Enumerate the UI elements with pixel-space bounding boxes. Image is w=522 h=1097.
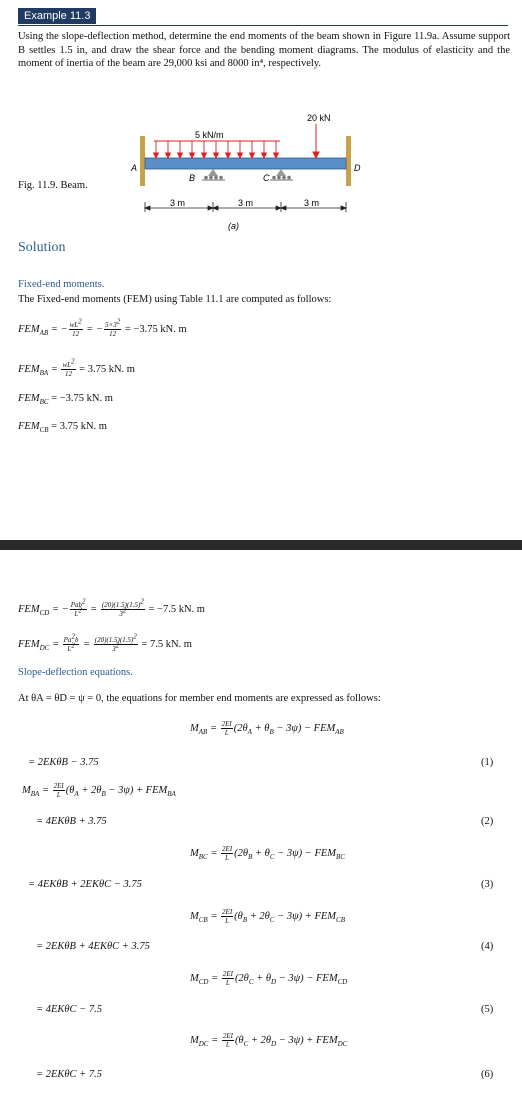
eq3: = 4EKθB + 2EKθC − 3.75 — [28, 879, 142, 890]
example-header: Example 11.3 — [18, 8, 96, 24]
m-cb-equation: $M_{CB}$ = $\frac{2EI}{L}$ $(\theta_B + 2\theta_C - 3\psi) + FEM_{CB}$ — [190, 908, 345, 925]
label-c: C — [263, 173, 270, 183]
solution-heading: Solution — [18, 240, 66, 255]
sd-intro: At θA = θD = ψ = 0, the equations for member end moments are expressed as follows: — [18, 693, 381, 704]
wall-d — [346, 136, 351, 186]
span-label-1: 3 m — [170, 198, 186, 208]
eq4: = 2EKθB + 4EKθC + 3.75 — [36, 941, 150, 952]
fem-bc-result: = −3.75 kN. m — [51, 393, 113, 404]
beam — [145, 158, 346, 169]
problem-text: Using the slope-deflection method, determine the end moments of the beam shown in Figure 11.9a. Assume support B settles 1.5 in, and draw the shear force and the bending moment diagrams. The modulus of elasticity and the moment of inertia of the beam are 29,000 ksi and 8000 in⁴, respectively. — [18, 31, 510, 70]
eq1: = 2EKθB − 3.75 — [28, 757, 99, 768]
figure-caption: Fig. 11.9. Beam. — [18, 180, 88, 191]
eq-number-5: (5) — [481, 1004, 494, 1015]
m-dc-equation: $M_{DC}$ = $\frac{2EI}{L}$ $(\theta_C + 2\theta_D - 3\psi) + FEM_{DC}$ — [190, 1032, 348, 1049]
point-load-label: 20 kN — [307, 113, 331, 123]
label-b: B — [189, 173, 196, 183]
point-load-arrow — [313, 124, 319, 158]
header-rule — [18, 25, 508, 26]
label-a: A — [131, 163, 138, 173]
beam-figure — [100, 108, 390, 233]
eq5: = 4EKθC − 7.5 — [36, 1004, 102, 1015]
span-label-3: 3 m — [304, 198, 320, 208]
roller-b — [202, 169, 225, 180]
fem-cb-equation: $FEM_{CB} = 3.75$ kN. m — [18, 421, 107, 435]
m-bc-equation: $M_{BC}$ = $\frac{2EI}{L}$ $(2\theta_B + \theta_C - 3\psi) - FEM_{BC}$ — [190, 845, 345, 862]
fem-ba-equation: $FEM_{BA}$ = $\frac{wL^2}{12}$ = 3.75 kN. m — [18, 357, 135, 378]
eq2: = 4EKθB + 3.75 — [36, 816, 107, 827]
fem-bc-equation: $FEM_{BC} = -3.75$ kN. m — [18, 393, 113, 407]
m-cd-equation: $M_{CD}$ = $\frac{2EI}{L}$ $(2\theta_C + \theta_D - 3\psi) - FEM_{CD}$ — [190, 970, 348, 987]
span-label-2: 3 m — [238, 198, 254, 208]
fem-dc-result: = 7.5 kN. m — [141, 638, 192, 650]
eq6: = 2EKθC + 7.5 — [36, 1069, 102, 1080]
fem-cd-equation: $FEM_{CD}$ = − $\frac{Pab^2}{L^2}$ = $\frac{(20)(1.5)(1.5)^2}{3^2}$ = −7.5 kN. m — [18, 597, 205, 618]
label-d: D — [354, 163, 361, 173]
udl-arrows — [154, 141, 279, 158]
eq-number-3: (3) — [481, 879, 494, 890]
udl-label: 5 kN/m — [195, 130, 224, 140]
sd-heading: Slope-deflection equations. — [18, 667, 133, 678]
page-divider-band — [0, 540, 522, 550]
fem-cb-result: = 3.75 kN. m — [51, 421, 107, 432]
fem-ba-result: = 3.75 kN. m — [79, 363, 135, 375]
fem-ab-result: = −3.75 kN. m — [124, 323, 187, 335]
fem-dc-equation: $FEM_{DC}$ = $\frac{Pa^2b}{L^2}$ = $\frac{(20)(1.5)(1.5)^2}{3^2}$ = 7.5 kN. m — [18, 632, 192, 653]
eq-number-1: (1) — [481, 757, 494, 768]
wall-a — [140, 136, 145, 186]
roller-c — [270, 169, 293, 180]
eq-number-2: (2) — [481, 816, 494, 827]
subfig-label: (a) — [228, 221, 239, 231]
m-ba-equation: $M_{BA}$ = $\frac{2EI}{L}$ $(\theta_A + 2\theta_B - 3\psi) + FEM_{BA}$ — [22, 782, 176, 799]
m-ab-equation: $M_{AB}$ = $\frac{2EI}{L}$ $(2\theta_A + \theta_B - 3\psi) - FEM_{AB}$ — [190, 720, 344, 737]
eq-number-4: (4) — [481, 941, 494, 952]
fem-intro: The Fixed-end moments (FEM) using Table 11.1 are computed as follows: — [18, 294, 332, 305]
fem-cd-result: = −7.5 kN. m — [148, 603, 205, 615]
fem-ab-equation: $FEM_{AB}$ = − $\frac{wL^2}{12}$ = − $\frac{5\times 3^2}{12}$ = −3.75 kN. m — [18, 317, 187, 338]
fem-heading: Fixed-end moments. — [18, 279, 105, 290]
eq-number-6: (6) — [481, 1069, 494, 1080]
